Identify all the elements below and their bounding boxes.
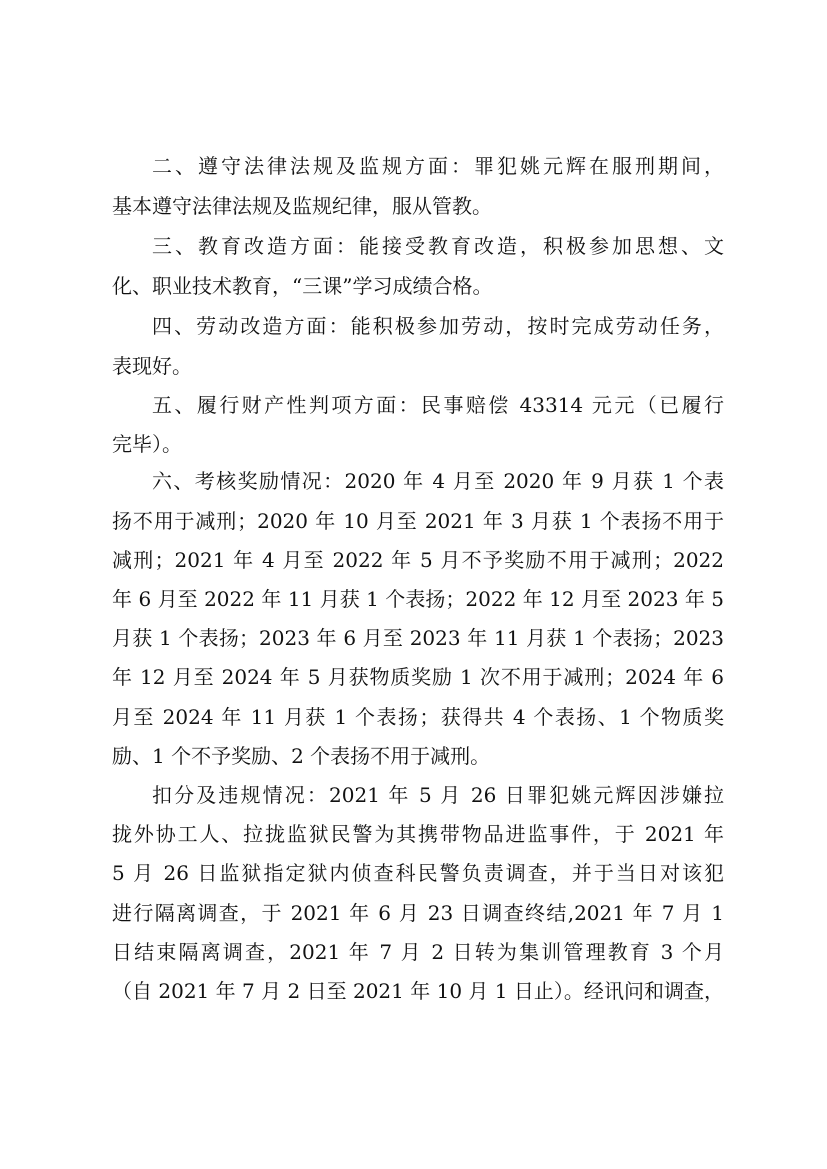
text-line: 扬不用于减刑；2020 年 10 月至 2021 年 3 月获 1 个表扬不用于: [112, 509, 724, 533]
text-line: （自 2021 年 7 月 2 日至 2021 年 10 月 1 日止）。经讯问和调查，: [112, 979, 724, 1003]
text-line: 表现好。: [112, 354, 192, 378]
text-line: 年 6 月至 2022 年 11 月获 1 个表扬；2022 年 12 月至 2023 年 5: [112, 587, 724, 611]
text-line: 扣分及违规情况：2021 年 5 月 26 日罪犯姚元辉因涉嫌拉: [152, 783, 724, 807]
text-line: 月至 2024 年 11 月获 1 个表扬；获得共 4 个表扬、1 个物质奖: [112, 705, 724, 729]
text-line: 四、劳动改造方面：能积极参加劳动，按时完成劳动任务，: [152, 314, 724, 338]
text-line: 拢外协工人、拉拢监狱民警为其携带物品进监事件，于 2021 年: [112, 822, 724, 846]
text-line: 日结束隔离调查，2021 年 7 月 2 日转为集训管理教育 3 个月: [112, 940, 724, 964]
text-line: 完毕）。: [112, 432, 182, 456]
text-line: 进行隔离调查，于 2021 年 6 月 23 日调查终结,2021 年 7 月 1: [112, 901, 724, 925]
text-line: 五、履行财产性判项方面：民事赔偿 43314 元元（已履行: [152, 393, 724, 417]
text-line: 化、职业技术教育，“三课”学习成绩合格。: [112, 274, 493, 298]
text-line: 月获 1 个表扬；2023 年 6 月至 2023 年 11 月获 1 个表扬；2023: [112, 626, 724, 650]
text-line: 5 月 26 日监狱指定狱内侦查科民警负责调查，并于当日对该犯: [112, 861, 724, 885]
text-line: 基本遵守法律法规及监规纪律，服从管教。: [112, 194, 492, 218]
text-line: 六、考核奖励情况：2020 年 4 月至 2020 年 9 月获 1 个表: [152, 469, 724, 493]
text-line: 二、遵守法律法规及监规方面：罪犯姚元辉在服刑期间，: [152, 154, 724, 178]
text-line: 减刑；2021 年 4 月至 2022 年 5 月不予奖励不用于减刑；2022: [112, 548, 724, 572]
text-line: 励、1 个不予奖励、2 个表扬不用于减刑。: [112, 744, 491, 768]
text-line: 三、教育改造方面：能接受教育改造，积极参加思想、文: [152, 234, 724, 258]
text-line: 年 12 月至 2024 年 5 月获物质奖励 1 次不用于减刑；2024 年 6: [112, 665, 724, 689]
